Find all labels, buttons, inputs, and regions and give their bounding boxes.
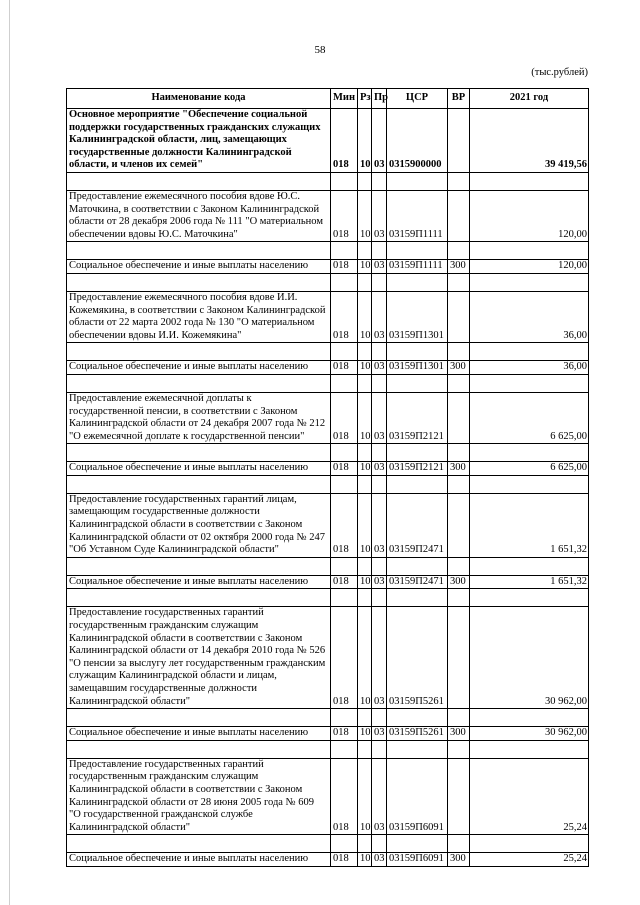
spacer-row xyxy=(67,589,589,607)
spacer-cell xyxy=(387,740,448,758)
row-name-cell: Основное мероприятие "Обеспечение социальной поддержки государственных гражданских служащих Калининградской области, лиц, замещающих государственные должности Калининградской области, и членов их семей" xyxy=(67,109,331,173)
row-amount-cell: 25,24 xyxy=(470,853,589,867)
table-row xyxy=(67,727,589,741)
row-vr-cell xyxy=(448,109,470,173)
row-pr-cell: 03 xyxy=(372,291,387,342)
spacer-cell xyxy=(67,172,331,190)
row-vr-cell: 300 xyxy=(448,727,470,741)
row-csr-cell: 03159П5261 xyxy=(387,727,448,741)
row-name-cell: Социальное обеспечение и иные выплаты населению xyxy=(67,853,331,867)
table-row xyxy=(67,392,589,443)
spacer-cell xyxy=(358,557,372,575)
spacer-cell xyxy=(67,343,331,361)
table-row xyxy=(67,575,589,589)
spacer-cell xyxy=(448,343,470,361)
spacer-cell xyxy=(387,343,448,361)
table-row xyxy=(67,260,589,274)
spacer-cell xyxy=(331,557,358,575)
row-pr-cell: 03 xyxy=(372,758,387,835)
spacer-cell xyxy=(372,709,387,727)
row-pr-cell: 03 xyxy=(372,462,387,476)
row-amount-cell: 36,00 xyxy=(470,361,589,375)
spacer-cell xyxy=(387,374,448,392)
spacer-cell xyxy=(358,242,372,260)
row-amount-cell: 1 651,32 xyxy=(470,493,589,557)
spacer-cell xyxy=(331,835,358,853)
row-rz-cell: 10 xyxy=(358,758,372,835)
spacer-cell xyxy=(67,374,331,392)
row-csr-cell: 03159П6091 xyxy=(387,853,448,867)
spacer-cell xyxy=(470,444,589,462)
spacer-cell xyxy=(372,172,387,190)
budget-table xyxy=(66,88,589,867)
row-name-cell: Предоставление государственных гарантий лицам, замещающим государственные должности Калининградской области в соответствии с Законом Калининградской области от 02 октября 2000 года № 247 "Об Уставном Суде Калининградской области" xyxy=(67,493,331,557)
spacer-cell xyxy=(67,273,331,291)
row-csr-cell: 03159П2471 xyxy=(387,575,448,589)
row-vr-cell xyxy=(448,392,470,443)
table-row xyxy=(67,109,589,173)
row-name-cell: Предоставление государственных гарантий государственным гражданским служащим Калининградской области в соответствии с Законом Калининградской области от 28 июня 2005 года № 609 "О государственной гражданской службе Калининградской области" xyxy=(67,758,331,835)
spacer-cell xyxy=(358,589,372,607)
spacer-cell xyxy=(358,740,372,758)
spacer-cell xyxy=(372,374,387,392)
spacer-cell xyxy=(387,589,448,607)
row-min-cell: 018 xyxy=(331,392,358,443)
row-rz-cell: 10 xyxy=(358,607,372,709)
spacer-cell xyxy=(387,273,448,291)
page-number: 58 xyxy=(314,44,326,56)
row-min-cell: 018 xyxy=(331,607,358,709)
header-rz: Рз xyxy=(358,89,372,109)
row-min-cell: 018 xyxy=(331,462,358,476)
spacer-cell xyxy=(372,557,387,575)
spacer-cell xyxy=(448,740,470,758)
row-amount-cell: 120,00 xyxy=(470,260,589,274)
spacer-cell xyxy=(358,172,372,190)
row-rz-cell: 10 xyxy=(358,727,372,741)
row-name-cell: Социальное обеспечение и иные выплаты населению xyxy=(67,260,331,274)
row-min-cell: 018 xyxy=(331,575,358,589)
spacer-cell xyxy=(470,242,589,260)
spacer-cell xyxy=(331,740,358,758)
spacer-cell xyxy=(448,475,470,493)
spacer-cell xyxy=(67,589,331,607)
row-csr-cell: 03159П2471 xyxy=(387,493,448,557)
table-row xyxy=(67,361,589,375)
table-row xyxy=(67,462,589,476)
row-rz-cell: 10 xyxy=(358,853,372,867)
row-pr-cell: 03 xyxy=(372,493,387,557)
row-csr-cell: 03159П2121 xyxy=(387,462,448,476)
row-name-cell: Предоставление ежемесячного пособия вдове И.И. Кожемякина, в соответствии с Законом Калининградской области от 22 марта 2002 года № 130 "О материальном обеспечении вдовы И.И. Кожемякина" xyxy=(67,291,331,342)
row-pr-cell: 03 xyxy=(372,853,387,867)
header-pr: Пр xyxy=(372,89,387,109)
row-rz-cell: 10 xyxy=(358,190,372,241)
row-csr-cell: 03159П6091 xyxy=(387,758,448,835)
spacer-cell xyxy=(372,740,387,758)
row-pr-cell: 03 xyxy=(372,361,387,375)
spacer-cell xyxy=(470,475,589,493)
spacer-cell xyxy=(67,740,331,758)
table-row xyxy=(67,190,589,241)
row-min-cell: 018 xyxy=(331,758,358,835)
table-row xyxy=(67,493,589,557)
row-vr-cell: 300 xyxy=(448,462,470,476)
row-min-cell: 018 xyxy=(331,291,358,342)
spacer-row xyxy=(67,835,589,853)
spacer-cell xyxy=(67,835,331,853)
header-csr: ЦСР xyxy=(387,89,448,109)
spacer-cell xyxy=(67,444,331,462)
row-amount-cell: 39 419,56 xyxy=(470,109,589,173)
table-row xyxy=(67,853,589,867)
spacer-cell xyxy=(470,740,589,758)
table-row xyxy=(67,607,589,709)
header-year: 2021 год xyxy=(470,89,589,109)
row-min-cell: 018 xyxy=(331,260,358,274)
spacer-cell xyxy=(387,557,448,575)
row-amount-cell: 1 651,32 xyxy=(470,575,589,589)
row-amount-cell: 6 625,00 xyxy=(470,462,589,476)
spacer-cell xyxy=(331,709,358,727)
spacer-cell xyxy=(331,273,358,291)
row-vr-cell: 300 xyxy=(448,575,470,589)
row-csr-cell: 03159П2121 xyxy=(387,392,448,443)
spacer-cell xyxy=(470,589,589,607)
row-name-cell: Социальное обеспечение и иные выплаты населению xyxy=(67,575,331,589)
spacer-row xyxy=(67,709,589,727)
spacer-cell xyxy=(470,557,589,575)
spacer-cell xyxy=(387,475,448,493)
row-vr-cell xyxy=(448,758,470,835)
spacer-cell xyxy=(448,557,470,575)
row-amount-cell: 36,00 xyxy=(470,291,589,342)
row-pr-cell: 03 xyxy=(372,392,387,443)
spacer-row xyxy=(67,374,589,392)
spacer-cell xyxy=(372,242,387,260)
spacer-cell xyxy=(358,273,372,291)
row-vr-cell xyxy=(448,291,470,342)
spacer-cell xyxy=(387,444,448,462)
spacer-cell xyxy=(470,374,589,392)
spacer-cell xyxy=(372,589,387,607)
spacer-cell xyxy=(67,709,331,727)
spacer-row xyxy=(67,444,589,462)
row-rz-cell: 10 xyxy=(358,109,372,173)
spacer-row xyxy=(67,242,589,260)
spacer-cell xyxy=(372,273,387,291)
table-body xyxy=(67,109,589,867)
table-row xyxy=(67,291,589,342)
row-amount-cell: 25,24 xyxy=(470,758,589,835)
page-edge-rule xyxy=(9,0,10,905)
spacer-cell xyxy=(372,835,387,853)
row-rz-cell: 10 xyxy=(358,260,372,274)
row-pr-cell: 03 xyxy=(372,190,387,241)
row-vr-cell: 300 xyxy=(448,361,470,375)
spacer-cell xyxy=(358,835,372,853)
spacer-cell xyxy=(470,343,589,361)
spacer-cell xyxy=(448,273,470,291)
table-row xyxy=(67,758,589,835)
row-rz-cell: 10 xyxy=(358,392,372,443)
spacer-cell xyxy=(448,589,470,607)
spacer-cell xyxy=(448,709,470,727)
row-name-cell: Предоставление ежемесячной доплаты к государственной пенсии, в соответствии с Законом Калининградской области от 24 декабря 2007 года № 212 "О ежемесячной доплате к государственной пенсии" xyxy=(67,392,331,443)
spacer-cell xyxy=(470,172,589,190)
row-csr-cell: 03159П1301 xyxy=(387,361,448,375)
spacer-cell xyxy=(470,835,589,853)
row-rz-cell: 10 xyxy=(358,575,372,589)
row-rz-cell: 10 xyxy=(358,361,372,375)
header-vr: ВР xyxy=(448,89,470,109)
row-min-cell: 018 xyxy=(331,109,358,173)
spacer-cell xyxy=(448,242,470,260)
row-pr-cell: 03 xyxy=(372,727,387,741)
spacer-cell xyxy=(358,709,372,727)
spacer-cell xyxy=(67,557,331,575)
spacer-cell xyxy=(448,444,470,462)
row-name-cell: Социальное обеспечение и иные выплаты населению xyxy=(67,462,331,476)
row-csr-cell: 03159П1111 xyxy=(387,260,448,274)
spacer-cell xyxy=(358,444,372,462)
row-amount-cell: 30 962,00 xyxy=(470,727,589,741)
row-vr-cell: 300 xyxy=(448,260,470,274)
row-pr-cell: 03 xyxy=(372,109,387,173)
row-vr-cell xyxy=(448,607,470,709)
spacer-cell xyxy=(331,444,358,462)
spacer-cell xyxy=(331,242,358,260)
row-pr-cell: 03 xyxy=(372,575,387,589)
header-row xyxy=(67,89,589,109)
row-csr-cell: 03159П1301 xyxy=(387,291,448,342)
spacer-cell xyxy=(372,343,387,361)
row-name-cell: Социальное обеспечение и иные выплаты населению xyxy=(67,727,331,741)
spacer-row xyxy=(67,475,589,493)
units-label: (тыс.рублей) xyxy=(531,67,588,78)
spacer-cell xyxy=(331,374,358,392)
row-min-cell: 018 xyxy=(331,853,358,867)
row-amount-cell: 120,00 xyxy=(470,190,589,241)
spacer-cell xyxy=(448,835,470,853)
spacer-cell xyxy=(67,242,331,260)
row-rz-cell: 10 xyxy=(358,291,372,342)
header-min: Мин xyxy=(331,89,358,109)
row-name-cell: Социальное обеспечение и иные выплаты населению xyxy=(67,361,331,375)
row-csr-cell: 03159П5261 xyxy=(387,607,448,709)
spacer-row xyxy=(67,273,589,291)
spacer-row xyxy=(67,172,589,190)
spacer-cell xyxy=(387,709,448,727)
row-min-cell: 018 xyxy=(331,727,358,741)
spacer-cell xyxy=(470,273,589,291)
spacer-row xyxy=(67,557,589,575)
spacer-cell xyxy=(470,709,589,727)
row-name-cell: Предоставление ежемесячного пособия вдове Ю.С. Маточкина, в соответствии с Законом Калининградской области от 28 декабря 2006 года № 111 "О материальном обеспечении вдовы Ю.С. Маточкина" xyxy=(67,190,331,241)
spacer-cell xyxy=(331,343,358,361)
spacer-cell xyxy=(358,374,372,392)
spacer-cell xyxy=(331,589,358,607)
row-min-cell: 018 xyxy=(331,493,358,557)
row-vr-cell xyxy=(448,190,470,241)
spacer-cell xyxy=(67,475,331,493)
row-csr-cell: 03159П1111 xyxy=(387,190,448,241)
row-amount-cell: 6 625,00 xyxy=(470,392,589,443)
spacer-cell xyxy=(331,475,358,493)
row-vr-cell xyxy=(448,493,470,557)
spacer-cell xyxy=(372,444,387,462)
spacer-cell xyxy=(358,475,372,493)
header-name: Наименование кода xyxy=(67,89,331,109)
row-min-cell: 018 xyxy=(331,361,358,375)
spacer-row xyxy=(67,343,589,361)
row-csr-cell: 0315900000 xyxy=(387,109,448,173)
row-rz-cell: 10 xyxy=(358,462,372,476)
row-pr-cell: 03 xyxy=(372,607,387,709)
spacer-cell xyxy=(331,172,358,190)
spacer-cell xyxy=(448,172,470,190)
spacer-cell xyxy=(372,475,387,493)
spacer-cell xyxy=(387,242,448,260)
spacer-cell xyxy=(358,343,372,361)
spacer-cell xyxy=(448,374,470,392)
row-rz-cell: 10 xyxy=(358,493,372,557)
spacer-cell xyxy=(387,172,448,190)
spacer-row xyxy=(67,740,589,758)
row-pr-cell: 03 xyxy=(372,260,387,274)
row-name-cell: Предоставление государственных гарантий государственным гражданским служащим Калининградской области в соответствии с Законом Калининградской области от 14 декабря 2010 года № 526 "О пенсии за выслугу лет государственным гражданским служащим Калининградской области и лицам, замещавшим государственные должности Калининградской области" xyxy=(67,607,331,709)
row-vr-cell: 300 xyxy=(448,853,470,867)
spacer-cell xyxy=(387,835,448,853)
row-amount-cell: 30 962,00 xyxy=(470,607,589,709)
row-min-cell: 018 xyxy=(331,190,358,241)
